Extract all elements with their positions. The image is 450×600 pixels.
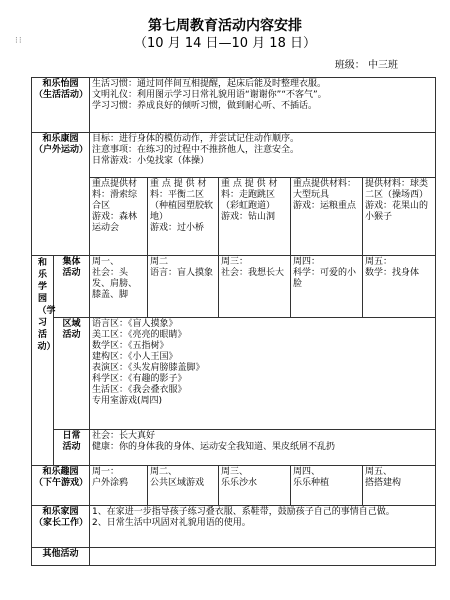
life-line: 生活习惯：通过同伴间互相提醒，起床后能及时整理衣服。 <box>92 79 327 89</box>
outdoor-label: 和乐康园 （户外运动） <box>32 133 90 256</box>
daily-label: 日常 活动 <box>54 430 90 466</box>
row-study-group <box>32 256 436 318</box>
daily-content <box>90 430 436 466</box>
family-line: 1、在家进一步指导孩子练习叠衣服、系鞋带，鼓励孩子自己的事情自己做。 <box>92 507 395 517</box>
outdoor-intro <box>90 133 436 178</box>
game-label: 和乐趣园 （下午游戏） <box>32 466 90 506</box>
class-label: 班级： 中三班 <box>334 60 398 71</box>
daily-line: 健康：你的身体我的身体、运动安全我知道、果皮纸屑不乱扔 <box>92 442 336 452</box>
outdoor-game: 日常游戏：小兔找家（体操） <box>92 156 210 166</box>
area-label: 区域 活动 <box>54 318 90 430</box>
row-study-area <box>32 318 436 430</box>
study-label: 和乐学园（学习活动） <box>32 256 54 466</box>
area-line: 美工区：《亮亮的眼睛》 <box>92 330 187 340</box>
group-day-4: 周四： 科学：可爱的小脸 <box>291 256 363 318</box>
daily-line: 社会：长大真好 <box>92 431 156 441</box>
group-day-3: 周三： 社会：我想长大 <box>219 256 291 318</box>
row-study-daily <box>32 430 436 466</box>
life-line: 学习习惯：养成良好的倾听习惯，做到耐心听、不插话。 <box>92 101 318 111</box>
area-line: 建构区：《小人王国》 <box>92 352 178 362</box>
area-content <box>90 318 436 430</box>
outdoor-day-5: 提供材料：球类二区（操场西） 游戏：花果山的小猴子 <box>363 178 436 256</box>
family-line: 2、日常生活中巩固对礼貌用语的使用。 <box>92 518 251 528</box>
row-outdoor-intro <box>32 133 436 178</box>
outdoor-day-2: 重 点 提 供 材 料：平衡二区（种植园塑胶软地） 游戏：过小桥 <box>148 178 219 256</box>
game-day-5: 周五、 搭搭建构 <box>363 466 436 506</box>
game-day-4: 周四、 乐乐种植 <box>291 466 363 506</box>
area-line: 数学区：《五指树》 <box>92 341 169 351</box>
schedule-table <box>31 77 436 566</box>
family-label: 和乐家园 （家长工作） <box>32 506 90 548</box>
group-day-5: 周五： 数学：找身体 <box>363 256 436 318</box>
area-line: 表演区：《头发肩膀膝盖脚》 <box>92 363 205 373</box>
group-day-1: 周一、 社会：头发、肩膀、膝盖、脚 <box>90 256 148 318</box>
game-day-2: 周二、 公共区域游戏 <box>148 466 219 506</box>
row-game <box>32 466 436 506</box>
page-title: 第七周教育活动内容安排 <box>148 18 302 34</box>
area-line: 生活区：《我会叠衣服》 <box>92 385 187 395</box>
row-other <box>32 548 436 566</box>
other-content <box>90 548 436 566</box>
area-line: 科学区：《有趣的影子》 <box>92 374 187 384</box>
life-label: 和乐怡园 （生活活动） <box>32 78 90 133</box>
group-label: 集体 活动 <box>54 256 90 318</box>
game-day-3: 周三、 乐乐沙水 <box>219 466 291 506</box>
outdoor-day-3: 重 点 提 供 材 料：走跑跳区（彩虹跑道） 游戏：钻山洞 <box>219 178 291 256</box>
game-day-1: 周一： 户外涂鸦 <box>90 466 148 506</box>
row-life <box>32 78 436 133</box>
outdoor-day-1: 重点提供材料：滑索综合区 游戏：森林运动会 <box>90 178 148 256</box>
outdoor-goal: 目标：进行身体的模仿动作，并尝试记住动作顺序。 <box>92 134 300 144</box>
outdoor-note: 注意事项：在练习的过程中不推挤他人，注意安全。 <box>92 145 300 155</box>
row-outdoor-days <box>32 178 436 256</box>
row-family <box>32 506 436 548</box>
group-day-2: 周二 语言：盲人摸象 <box>148 256 219 318</box>
life-content <box>90 78 436 133</box>
other-label: 其他活动 <box>32 548 90 566</box>
corner-mark: ⁝⁝ <box>15 36 23 46</box>
life-line: 文明礼仪：利用图示学习日常礼貌用语“谢谢你”“不客气”。 <box>92 90 327 100</box>
area-line: 语言区：《盲人摸象》 <box>92 319 178 329</box>
outdoor-day-4: 重点提供材料：大型玩具 游戏：运粮重点 <box>291 178 363 256</box>
area-line: 专用室游戏(周四) <box>92 396 163 406</box>
date-range: （10 月 14 日—10 月 18 日） <box>134 36 316 51</box>
family-content <box>90 506 436 548</box>
